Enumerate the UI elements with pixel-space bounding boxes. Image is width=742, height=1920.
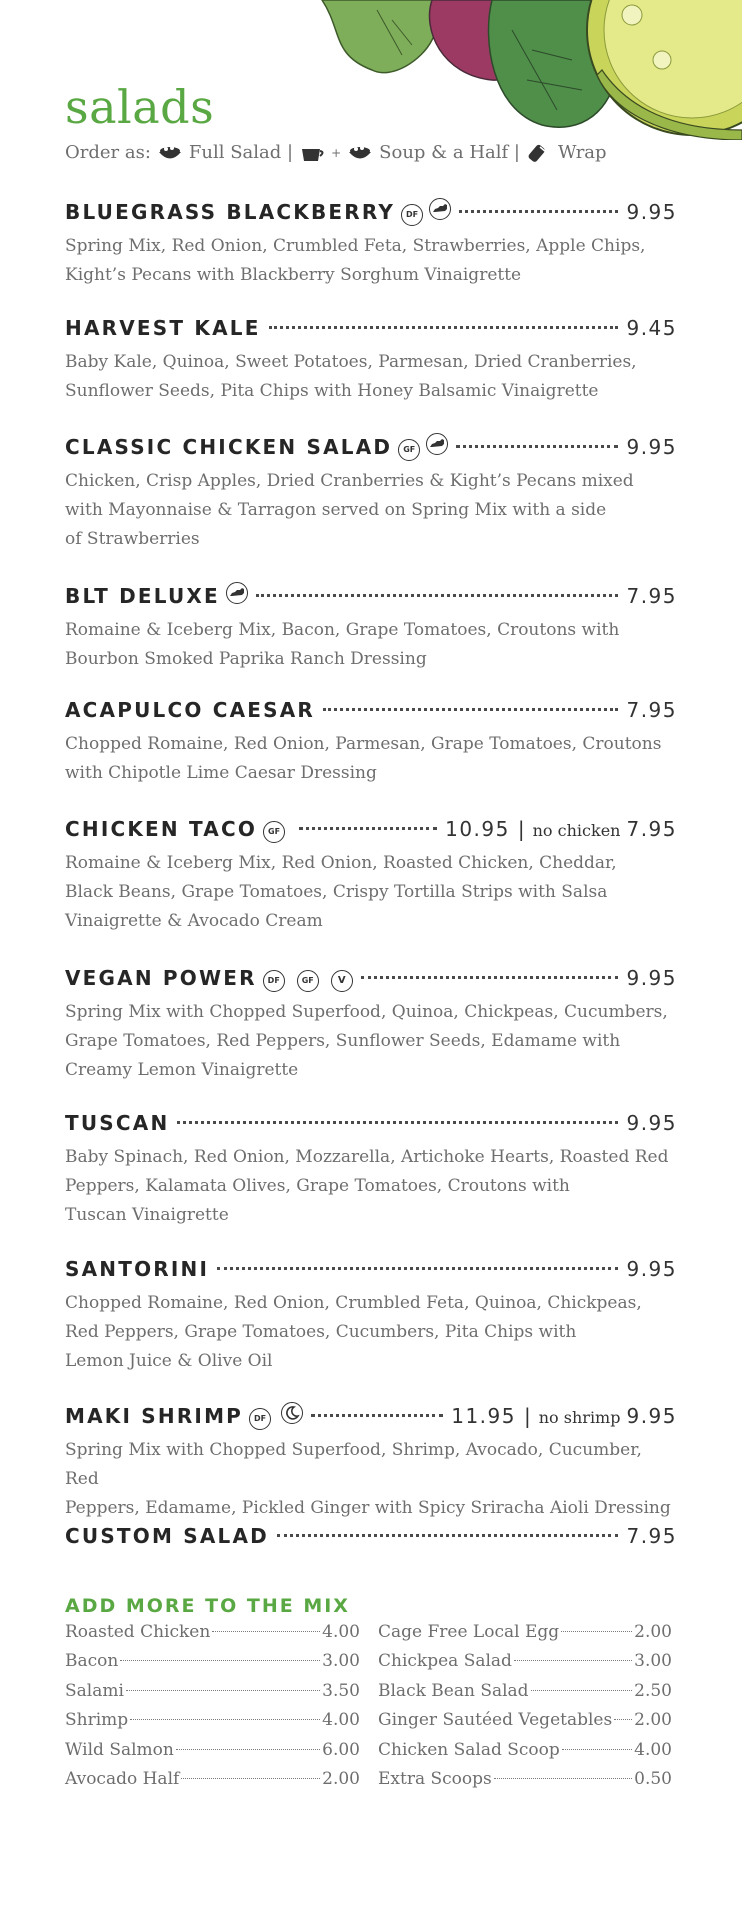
addon-item: Wild Salmon 6.00 [65, 1739, 360, 1760]
order-soup-half: Soup & a Half | [379, 142, 520, 163]
item-description: Chicken, Crisp Apples, Dried Cranberries & Kight’s Pecans mixed with Mayonnaise & Tarragon served on Spring Mix with a side of Strawberries [65, 471, 634, 549]
price-separator: | [524, 1404, 531, 1428]
addon-item: Chickpea Salad 3.00 [378, 1651, 672, 1672]
item-description: Spring Mix with Chopped Superfood, Quinoa, Chickpeas, Cucumbers, Grape Tomatoes, Red Peppers, Sunflower Seeds, Edamame with Creamy Lemon Vinaigrette [65, 1002, 668, 1080]
menu-item-maki-shrimp [65, 1404, 677, 1523]
item-description: Baby Spinach, Red Onion, Mozzarella, Artichoke Hearts, Roasted Red Peppers, Kalamata Olives, Grape Tomatoes, Croutons with Tuscan Vinaigrette [65, 1147, 669, 1225]
menu-item-bluegrass-blackberry [65, 200, 677, 290]
item-name: HARVEST KALE [65, 316, 261, 340]
addon-item: Ginger Sautéed Vegetables 2.00 [378, 1710, 672, 1731]
order-options [65, 142, 607, 163]
item-description: Chopped Romaine, Red Onion, Parmesan, Grape Tomatoes, Croutons with Chipotle Lime Caesar Dressing [65, 734, 662, 783]
gluten-free-badge: GF [263, 821, 285, 843]
menu-item-harvest-kale [65, 316, 677, 406]
menu-item-tuscan [65, 1111, 677, 1230]
item-price: 9.95 [626, 966, 677, 990]
item-price: 7.95 [626, 698, 677, 722]
dairy-free-badge: DF [401, 204, 423, 226]
kentucky-state-icon [226, 582, 248, 604]
menu-item-acapulco-caesar [65, 698, 677, 788]
addons-right-column [378, 1622, 672, 1798]
item-description: Romaine & Iceberg Mix, Bacon, Grape Tomatoes, Croutons with Bourbon Smoked Paprika Ranch Dressing [65, 620, 620, 669]
item-price: 9.95 [626, 435, 677, 459]
item-description: Romaine & Iceberg Mix, Red Onion, Roasted Chicken, Cheddar, Black Beans, Grape Tomatoes, Crispy Tortilla Strips with Salsa Vinaigrette & Avocado Cream [65, 853, 617, 931]
dot-leader [256, 594, 619, 597]
addons-title: ADD MORE TO THE MIX [65, 1595, 350, 1617]
addon-item: Extra Scoops 0.50 [378, 1768, 672, 1789]
page-title: salads [65, 80, 215, 134]
kentucky-state-icon [426, 433, 448, 455]
item-price: 9.45 [626, 316, 677, 340]
item-price: 9.95 [626, 200, 677, 224]
menu-item-santorini [65, 1257, 677, 1376]
vegetables-illustration [282, 0, 742, 140]
salad-bowl-icon [157, 143, 183, 163]
kentucky-state-icon [429, 198, 451, 220]
item-description: Baby Kale, Quinoa, Sweet Potatoes, Parmesan, Dried Cranberries, Sunflower Seeds, Pita Chips with Honey Balsamic Vinaigrette [65, 352, 637, 401]
addon-item: Roasted Chicken 4.00 [65, 1622, 360, 1642]
dot-leader [177, 1121, 618, 1124]
alt-price: 7.95 [626, 817, 677, 841]
menu-item-chicken-taco [65, 817, 677, 936]
item-price: 9.95 [626, 1111, 677, 1135]
addon-item: Bacon 3.00 [65, 1651, 360, 1672]
item-name: CLASSIC CHICKEN SALAD [65, 435, 393, 459]
menu-item-vegan-power [65, 966, 677, 1085]
addon-item: Shrimp 4.00 [65, 1710, 360, 1731]
dot-leader [277, 1534, 619, 1537]
item-price: 11.95 [451, 1404, 516, 1428]
addon-item: Chicken Salad Scoop 4.00 [378, 1739, 672, 1760]
order-full-salad: Full Salad | [188, 142, 294, 163]
item-name: SANTORINI [65, 1257, 210, 1281]
addon-item: Avocado Half 2.00 [65, 1768, 360, 1789]
alt-price: 9.95 [626, 1404, 677, 1428]
menu-item-custom-salad [65, 1524, 677, 1550]
dairy-free-badge: DF [249, 1408, 271, 1430]
order-wrap: Wrap [558, 142, 607, 163]
item-name: MAKI SHRIMP [65, 1404, 244, 1428]
item-name: VEGAN POWER [65, 966, 257, 990]
item-name: BLUEGRASS BLACKBERRY [65, 200, 396, 224]
item-price: 10.95 [445, 817, 510, 841]
item-price: 7.95 [626, 1524, 677, 1548]
soup-cup-icon [299, 143, 325, 163]
addons-left-column [65, 1622, 360, 1798]
menu-item-classic-chicken-salad [65, 435, 677, 554]
item-description: Chopped Romaine, Red Onion, Crumbled Feta, Quinoa, Chickpeas, Red Peppers, Grape Tomatoes, Cucumbers, Pita Chips with Lemon Juice & Olive Oil [65, 1293, 642, 1371]
dot-leader [456, 445, 618, 448]
vegan-badge: V [331, 970, 353, 992]
price-separator: | [517, 817, 525, 841]
item-name: TUSCAN [65, 1111, 170, 1135]
item-name: CUSTOM SALAD [65, 1524, 269, 1548]
wrap-icon [526, 143, 552, 163]
item-price: 9.95 [626, 1257, 677, 1281]
dot-leader [269, 326, 619, 329]
alt-price-label: no chicken [532, 821, 621, 840]
addon-item: Salami 3.50 [65, 1680, 360, 1701]
dot-leader [311, 1414, 443, 1417]
dairy-free-badge: DF [263, 970, 285, 992]
dot-leader [459, 210, 618, 213]
salad-bowl-icon [347, 143, 373, 163]
dot-leader [323, 708, 618, 711]
item-name: CHICKEN TACO [65, 817, 258, 841]
order-plus: + [331, 145, 342, 160]
item-name: BLT DELUXE [65, 584, 220, 608]
item-price: 7.95 [626, 584, 677, 608]
crescent-pepper-icon [281, 1402, 303, 1424]
addon-item: Black Bean Salad 2.50 [378, 1680, 672, 1701]
dot-leader [217, 1267, 618, 1270]
item-description: Spring Mix, Red Onion, Crumbled Feta, Strawberries, Apple Chips, Kight’s Pecans with Blackberry Sorghum Vinaigrette [65, 236, 646, 285]
menu-item-blt-deluxe [65, 584, 677, 674]
item-name: ACAPULCO CAESAR [65, 698, 316, 722]
gluten-free-badge: GF [398, 439, 420, 461]
addon-item: Cage Free Local Egg 2.00 [378, 1622, 672, 1642]
alt-price-label: no shrimp [538, 1408, 621, 1427]
item-description: Spring Mix with Chopped Superfood, Shrimp, Avocado, Cucumber, Red Peppers, Edamame, Pickled Ginger with Spicy Sriracha Aioli Dressing [65, 1440, 671, 1518]
dot-leader [361, 976, 619, 979]
order-prefix: Order as: [65, 142, 151, 163]
dot-leader [299, 827, 437, 830]
gluten-free-badge: GF [297, 970, 319, 992]
